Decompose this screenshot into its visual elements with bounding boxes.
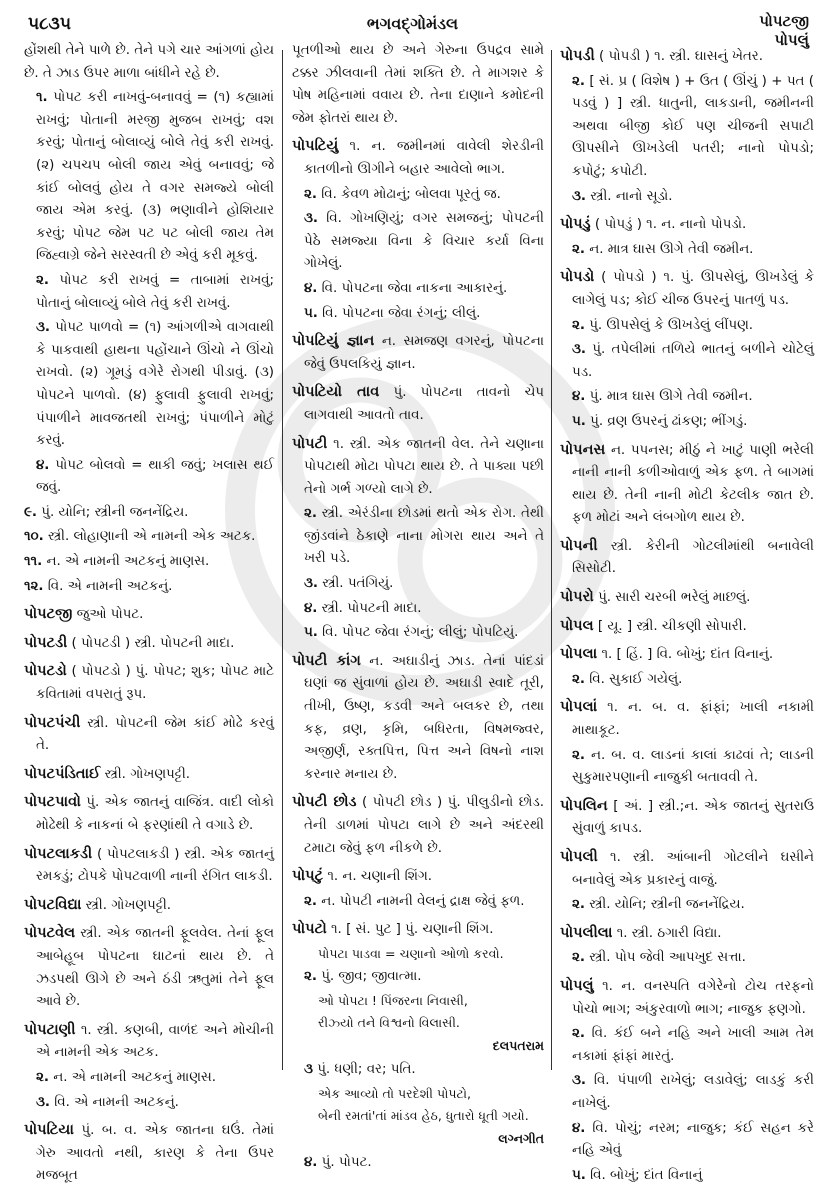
headword: પોપટવેલ (24, 924, 76, 942)
headword: પોપડું (560, 215, 591, 233)
definition-text: હોંશથી તેને પાળે છે. તેને પગે ચાર આંગળાં હોય છે. તે ઝાડ ઉપર માળા બાંધીને રહે છે. (24, 43, 274, 81)
definition-text: ૧. [ હિં. ] વિ. બોખું; દાંત વિનાનું. (601, 647, 774, 663)
definition-text: પોપટા પાડવા = ચણાનો ઓળો કરવો. (318, 945, 504, 961)
dictionary-entry (560, 643, 814, 667)
headword: પોપલું (560, 976, 594, 994)
sense-item (560, 186, 814, 209)
definition-text: ૧. સ્ત્રી. આંબાની ગોટલીને ઘસીને બનાવેલું એક પ્રકારનું વાજું. (572, 850, 814, 888)
sense-item (24, 551, 274, 574)
dictionary-entry (24, 632, 274, 656)
column-divider (551, 50, 552, 1070)
headword: પોપટિયું જ્ઞાન (292, 332, 375, 350)
dictionary-entry (560, 615, 814, 639)
definition-text: દલપતરામ (492, 1037, 544, 1053)
sense-item (560, 386, 814, 409)
sense-item (560, 71, 814, 184)
sense-number: ૧૦. (24, 529, 44, 545)
definition-text: પૂતળીઓ થાય છે અને ગેરુના ઉપદ્રવ સામે ટક્કર ઝીલવાની તેમાં શક્તિ છે. તે માગશર કે પોષ મહિનામાં વવાય છે. તેના દાણાને કમોદની જેમ ફોતરાં થાય છે. (292, 43, 544, 126)
sense-item (292, 966, 544, 989)
dictionary-entry (24, 660, 274, 706)
headword: પોપટિયા (24, 1121, 74, 1139)
dictionary-entry (292, 918, 544, 942)
sense-number: ૨. (36, 272, 49, 288)
definition-text: સ્ત્રી. નાનો સૂડો. (590, 188, 673, 204)
dictionary-entry (292, 381, 544, 427)
sense-item (24, 1067, 274, 1090)
definition-text: ( પોપડો ) ૧. પું. ઊપસેલું, ઊખડેલું કે લાગેલું પડ; કોઈ ચીજ ઉપરનું પાતળું પડ. (572, 270, 814, 308)
definition-text: સ્ત્રી. પતંગિયું. (322, 576, 394, 592)
column-divider (282, 50, 283, 1070)
sense-item (292, 1152, 544, 1175)
headword: પોપટિયું (292, 137, 339, 155)
sense-item (24, 576, 274, 599)
definition-text: વિ. પોપટના જેવા નાકના આકારનું. (321, 280, 508, 296)
sense-number: ૩ (304, 1062, 313, 1078)
sense-item (24, 87, 274, 268)
quote-line (292, 1084, 544, 1104)
sense-number: ૪. (304, 600, 318, 616)
dictionary-entry (24, 712, 274, 758)
definition-text: સ્ત્રી. ગોખણપટ્ટી. (104, 766, 191, 782)
definition-text: વિ. પોચું; નરમ; નાજુક; કંઈ સહન કરે નહિ એવું (572, 1120, 814, 1159)
sense-item (292, 1059, 544, 1082)
sense-item (24, 40, 274, 85)
definition-text: ન. બ. વ. લાડનાં કાલાં કાઢવાં તે; લાડની સુકુમારપણાની નાજુકી બતાવવી તે. (572, 747, 814, 786)
dictionary-entry (292, 865, 544, 889)
definition-text: લગ્નગીત (498, 1130, 544, 1146)
sense-item (24, 526, 274, 549)
sense-number: ૨. (572, 897, 585, 913)
sense-item (292, 891, 544, 914)
definition-text: સ્ત્રી. યોનિ; સ્ત્રીની જનનેંદ્રિય. (589, 897, 745, 913)
dictionary-entry (292, 650, 544, 787)
headword: પોપડો (560, 268, 595, 286)
definition-text: પોપટ બોલવો = થાકી જવું; ખલાસ થઈ જવું. (36, 457, 274, 496)
guide-word-last: પોપલું (774, 31, 809, 49)
column-3 (560, 40, 814, 1189)
definition-text: ૧. ન. વનસ્પતિ વગેરેનો ટોચ તરફનો પોચો ભાગ; અંકુરવાળો ભાગ; નાજુક ફણગો. (572, 978, 814, 1017)
sense-number: ૩. (36, 320, 51, 336)
definition-text: પોપટ કરી રાખવું = તાબામાં રાખવું; પોતાનું બોલાવ્યું બોલે તેવું કરી રાખવું. (36, 272, 274, 311)
definition-text: વિ. સુકાઈ ગયેલું. (589, 671, 683, 687)
sense-item (560, 339, 814, 384)
column-2 (292, 40, 544, 1177)
sense-number: ૨. (572, 671, 585, 687)
sense-number: ૨. (304, 893, 317, 909)
headword: પોપડી (560, 47, 595, 64)
definition-text: ન. પોપટી નામની વેલનું દ્રાક્ષ જેવું ફળ. (321, 893, 525, 909)
definition-text: પું. યોનિ; સ્ત્રીની જનનેંદ્રિય. (41, 504, 189, 520)
definition-text: વિ. કંઈ બને નહિ અને ખાલી આમ તેમ નકામાં ફાંફાં મારતું. (572, 1026, 814, 1064)
sense-item (560, 1023, 814, 1068)
sense-item (560, 1165, 814, 1188)
definition-text: ન. સમજણ વગરનું, પોપટના જેવું ઉપલકિયું જ્ઞાન. (304, 334, 544, 372)
dictionary-entry (24, 894, 274, 918)
definition-text: સ્ત્રી. લોહાણાની એ નામની એક અટક. (47, 529, 256, 545)
definition-text: સ્ત્રી. પોપ જેવી આપખુદ સત્તા. (589, 950, 746, 966)
definition-text: સ્ત્રી. પોપટની માદા. (321, 600, 422, 616)
definition-text: [ અં. ] સ્ત્રી.;ન. એક જાતનું સુતરાઉ સુંવાળું કાપડ. (572, 798, 814, 837)
dictionary-entry (560, 213, 814, 237)
definition-text: ૧. સ્ત્રી. કણબી, વાળંદ અને મોચીની એ નામની એક અટક. (36, 1022, 274, 1061)
headword: પોપરો (560, 588, 594, 606)
sense-number: ૩. (572, 188, 587, 204)
sense-item (292, 40, 544, 130)
definition-text: પું. પોપટ. (321, 1155, 372, 1171)
definition-text: વિ. ગોખણિયું; વગર સમજનું; પોપટની પેઠે સમજ્યા વિના કે વિચાર કર્યા વિના ગોખેલું. (304, 211, 544, 272)
sense-number: ૨. (572, 317, 585, 333)
sense-item (292, 573, 544, 596)
definition-text: વિ. એ નામની અટકનું. (47, 578, 173, 594)
sense-item (292, 598, 544, 621)
sense-number: ૪. (304, 1155, 318, 1171)
sense-item (292, 208, 544, 276)
definition-text: પોપટ કરી નાખવું-બનાવવું = (૧) કહ્યામાં રાખવું; પોતાની મરજી મુજબ રાખવું; વશ કરવું; પોતાનું બોલાવ્યું બોલે તેવું કરી રાખવું. (૨) ચપચપ બોલી જાય એવું બનાવવું; જે કાંઈ બોલવું હોય તે વગર સમજ્યે બોલી જાય એમ કરવું. (૩) ભણાવીને હોશિયાર કરવું; પોપટ જેમ પટ પટ બોલી જાય તેમ જિહ્વાગ્રે જેને સરસ્વતી છે એવું કરી મૂકવું. (36, 90, 274, 264)
headword: પોપટજી (24, 605, 73, 623)
dictionary-entry (24, 791, 274, 837)
headword: પોપટો (292, 920, 327, 938)
definition-text: વિ. પોપટ જેવા રંગનું; લીલું; પોપટિયું. (322, 625, 519, 641)
headword: પોપટું (292, 867, 324, 885)
dictionary-entry (292, 330, 544, 376)
sense-number: ૫. (572, 413, 586, 429)
dictionary-entry (24, 922, 274, 1013)
dictionary-entry (560, 439, 814, 530)
definition-text: ૧. સ્ત્રી. ઠગારી વિદ્યા. (616, 925, 722, 941)
sense-item (560, 669, 814, 692)
sense-number: ૩. (572, 1073, 587, 1089)
headword: પોપટિયો તાવ (292, 383, 380, 401)
sense-number: ૫. (572, 1167, 586, 1183)
quote-line (292, 944, 544, 964)
sense-item (560, 315, 814, 338)
dictionary-entry (560, 975, 814, 1021)
definition-text: વિ. કેવળ મોઢાનું; બોલવા પૂરતું જ. (321, 186, 501, 202)
definition-text: પું. સારી ચરબી ભરેલું માછલું. (598, 590, 751, 606)
quote-line (292, 991, 544, 1011)
definition-text: ન. એ નામની અટકનું માણસ. (46, 554, 210, 570)
sense-item (560, 411, 814, 434)
sense-item (24, 455, 274, 500)
definition-text: [ સં. પ્ર ( વિશેષ ) + ઉત ( ઊંચું ) + પત ( પડવું ) ] સ્ત્રી. ધાતુની, લાકડાની, જમીનની અથવા બીજી કોઈ પણ ચીજની સપાટી ઊપસીને ઊખડેલી પતરી; નાનો પોપડો; કપોટું; કપોટી. (572, 73, 814, 179)
sense-item (292, 278, 544, 301)
definition-text: ( પોપટી છોડ ) પું. પીલુડીનો છોડ. તેની ડાળમાં પોપટા લાગે છે અને અંદરથી ટમાટા જેવું ફળ નીકળે છે. (304, 795, 545, 856)
dictionary-entry (560, 846, 814, 892)
sense-item (24, 502, 274, 525)
sense-number: ૨. (572, 73, 585, 89)
definition-text: ન. પપનસ; મીઠું ને ખાટું પાણી ભરેલી નાની નાની કળીઓવાળું એક ફળ. તે બાગમાં થાય છે. તેની નાની મોટી કેટલીક જાત છે. ફળ મોટાં અને લંબગોળ થાય છે. (572, 442, 814, 526)
sense-number: ૯. (24, 504, 38, 520)
definition-text: પું. માત્ર ઘાસ ઊગે તેવી જમીન. (589, 389, 753, 405)
definition-text: વિ. પોપટના જેવા રંગનું; લીલું. (322, 305, 481, 321)
definition-text: સ્ત્રી. ગોખણપટ્ટી. (85, 897, 172, 913)
definition-text: એક આવ્યો તો પરદેશી પોપટો, (318, 1085, 472, 1101)
sense-number: ૨. (304, 186, 317, 202)
definition-text: ૧. ન. જમીનમાં વાવેલી શેરડીની કાતળીનો ઊગીને બહાર આવેલો ભાગ. (304, 139, 545, 177)
definition-text: ( પોપટડી ) સ્ત્રી. પોપટની માદા. (71, 635, 235, 651)
headword: પોપટપંચી (24, 713, 81, 731)
headword: પોપટપંડિતાઈ (24, 764, 101, 782)
dictionary-entry (24, 1019, 274, 1065)
definition-text: પું. એક જાતનું વાજિંત્ર. વાદી લોકો મોઢેથી કે નાકનાં બે ફરણાંથી તે વગાડે છે. (36, 795, 275, 833)
column-1 (24, 40, 274, 1190)
definition-text: ( પોપડી ) ૧. સ્ત્રી. ઘાસનું ખેતર. (599, 49, 763, 64)
sense-number: ૪. (36, 457, 50, 473)
sense-number: ૩. (304, 211, 319, 227)
sense-item (292, 503, 544, 571)
sense-number: ૧૨. (24, 578, 44, 594)
sense-number: ૫. (304, 305, 318, 321)
headword: પોપટાણી (24, 1020, 76, 1038)
definition-text: ( પોપટલાકડી ) સ્ત્રી. એક જાતનું રમકડું; ટોપકે પોપટવાળી નાની રંગિત લાકડી. (36, 846, 274, 885)
dictionary-entry (560, 45, 814, 69)
definition-text: પું. તપેલીમાં તળિયે ભાતનું બળીને ચોટેલું પડ. (572, 342, 814, 380)
quote-attribution (292, 1035, 544, 1058)
headword: પોપનસ (560, 440, 606, 458)
headword: પોપની (560, 536, 598, 554)
page-number: ૫૮૩૫ (28, 14, 72, 34)
headword: પોપટવિદ્યા (24, 895, 82, 913)
dictionary-entry (24, 1119, 274, 1188)
sense-number: ૨. (572, 950, 585, 966)
quote-attribution (292, 1128, 544, 1151)
sense-number: ૪. (304, 280, 318, 296)
headword: પોપટી (292, 434, 328, 452)
definition-text: ૧. [ સં. પુટ ] પું. ચણાની શિંગ. (331, 922, 494, 938)
definition-text: વિ. બોખું; દાંત વિનાનું (590, 1167, 703, 1183)
definition-text: ૧. ન. બ. વ. ફાંફાં; ખાલી નકામી માથાકૂટ. (572, 700, 814, 739)
headword: પોપટડો (24, 662, 67, 680)
headword: પોપટપાવો (24, 793, 81, 811)
sense-item (560, 1118, 814, 1163)
sense-item (560, 894, 814, 917)
definition-text: ન. એ નામની અટકનું માણસ. (53, 1069, 216, 1085)
headword: પોપલ (560, 616, 594, 634)
sense-item (292, 184, 544, 207)
sense-number: ૨. (304, 968, 317, 984)
definition-text: સ્ત્રી. એક જાતની ફૂલવેલ. તેનાં ફૂલ આબેહૂબ પોપટના ઘાટનાં થાય છે. તે ઝડપથી ઊગે છે અને ઠંડી ઋતુમાં તેને ફૂલ આવે છે. (36, 926, 274, 1010)
sense-number: ૨. (304, 506, 317, 522)
definition-text: જુઓ પોપટ. (76, 607, 144, 623)
sense-number: ૪. (572, 389, 586, 405)
definition-text: ન. માત્ર ઘાસ ઊગે તેવી જમીન. (589, 241, 754, 257)
sense-number: ૧. (36, 90, 48, 106)
dictionary-entry (24, 763, 274, 787)
sense-number: ૩. (36, 1094, 51, 1110)
definition-text: સ્ત્રી. એરંડીના છોડમાં થતો એક રોગ. તેથી જીંડવાંને ઠેકાણે નાના મોગરા થાય અને તે ખરી પડે. (304, 506, 544, 567)
dictionary-entry (24, 603, 274, 627)
guide-word-first: પોપટજી (759, 12, 809, 30)
quote-line (292, 1013, 544, 1033)
definition-text: ૧. ન. ચણાની શિંગ. (327, 869, 433, 885)
definition-text: પું. વ્રણ ઉપરનું ઢાંકણ; ભીંગડું. (590, 413, 748, 429)
definition-text: ન. અઘાડીનું ઝાડ. તેનાં પાંદડાં ઘણાં જ સુંવાળાં હોય છે. અઘાડી સ્વાદે તૂરી, તીખી, ઉષ્ણ, કડવી અને બલકર છે, તથા કફ, વ્રણ, કૃમિ, બધિરતા, વિષમજ્વર, અજીર્ણ, રક્તપિત્ત, પિત્ત અને વિષનો નાશ કરનાર મનાય છે. (304, 653, 544, 782)
definition-text: ( પોપટડો ) પું. પોપટ; શુક; પોપટ માટે કવિતામાં વપરાતું રૂપ. (36, 664, 274, 703)
sense-number: ૧૧. (24, 554, 43, 570)
sense-item (560, 239, 814, 262)
sense-number: ૨. (572, 747, 585, 763)
headword: પોપટી છોડ (292, 793, 357, 811)
definition-text: પું. જીવ; જીવાત્મા. (321, 968, 422, 984)
sense-item (292, 303, 544, 326)
book-title: ભગવદ્ગોમંડલ (366, 14, 459, 33)
headword: પોપટી કાંગ (292, 651, 361, 669)
headword: પોપલા (560, 645, 598, 663)
sense-item (560, 745, 814, 790)
definition-text: પું. ધણી; વર; પતિ. (317, 1062, 416, 1078)
sense-item (292, 622, 544, 645)
definition-text: ( પોપડું ) ૧. ન. નાનો પોપડો. (594, 217, 747, 233)
headword: પોપલીલા (560, 923, 613, 941)
definition-text: વિ. પંપાળી રાખેલું; લડાવેલું; લાડકું કરી નાખેલું. (572, 1073, 814, 1111)
sense-item (560, 1070, 814, 1115)
definition-text: [ યૂ. ] સ્ત્રી. ચીકણી સોપારી. (597, 618, 747, 634)
sense-item (24, 317, 274, 453)
sense-number: ૩. (304, 576, 319, 592)
headword: પોપલાં (560, 698, 598, 716)
headword: પોપટલાકડી (24, 844, 93, 862)
definition-text: સ્ત્રી. કેરીની ગોટલીમાંથી બનાવેલી સિસોટી. (572, 538, 814, 577)
dictionary-entry (292, 433, 544, 502)
headword: પોપટડી (24, 633, 68, 651)
dictionary-entry (292, 791, 544, 860)
dictionary-entry (560, 696, 814, 742)
definition-text: રીઝ્યો તને વિશ્વનો વિલાસી. (318, 1014, 460, 1030)
dictionary-entry (24, 843, 274, 889)
sense-number: ૩. (572, 342, 587, 358)
definition-text: સ્ત્રી. પોપટની જેમ કાંઈ મોઢે કરવું તે. (36, 715, 274, 754)
dictionary-entry (292, 135, 544, 181)
dictionary-entry (560, 266, 814, 312)
sense-item (24, 270, 274, 315)
definition-text: પું. પોપટના તાવનો ચેપ લાગવાથી આવતો તાવ. (304, 385, 544, 423)
sense-number: ૨. (36, 1069, 49, 1085)
dictionary-entry (560, 535, 814, 581)
quote-line (292, 1106, 544, 1126)
definition-text: ઓ પોપટા ! પિંજરના નિવાસી, (318, 992, 468, 1008)
dictionary-entry (560, 586, 814, 610)
sense-item (560, 947, 814, 970)
definition-text: વિ. એ નામની અટકનું. (54, 1094, 179, 1110)
dictionary-entry (560, 795, 814, 841)
sense-item (24, 1092, 274, 1115)
definition-text: પોપટ પાળવો = (૧) આંગળીએ વાગવાથી કે પાકવાથી હાથના પહોંચાને ઊંચો ને ઊંચો રાખવો. (૨) ગૂમડું વગેરે રોગથી પીડાવું. (૩) પોપટને પાળવો. (૪) ફુલાવી ફુલાવી રાખવું; પંપાળીને માવજતથી રાખવું; પંપાળીને મોટું કરવું. (36, 320, 274, 449)
definition-text: ૧. સ્ત્રી. એક જાતની વેલ. તેને ચણાના પોપટાથી મોટા પોપટા થાય છે. તે પાક્યા પછી તેનો ગર્ભ ગળ્યો લાગે છે. (304, 436, 544, 497)
definition-text: પું. બ. વ. એક જાતના ઘઉં. તેમાં ગેરુ આવતો નથી, કારણ કે તેના ઉપર મજબૂત (36, 1123, 274, 1184)
headword: પોપલી (560, 848, 598, 865)
sense-number: ૫. (304, 625, 318, 641)
sense-number: ૪. (572, 1120, 586, 1136)
sense-number: ૨. (572, 1026, 585, 1042)
definition-text: પું. ઊપસેલું કે ઊખડેલું લીંપણ. (589, 317, 754, 333)
sense-number: ૨. (572, 241, 585, 257)
dictionary-entry (560, 922, 814, 946)
headword: પોપલિન (560, 796, 608, 814)
definition-text: બેની રમતાં'તાં માંડવ હેઠ, ધુતારો ધૂતી ગયો. (318, 1107, 529, 1123)
